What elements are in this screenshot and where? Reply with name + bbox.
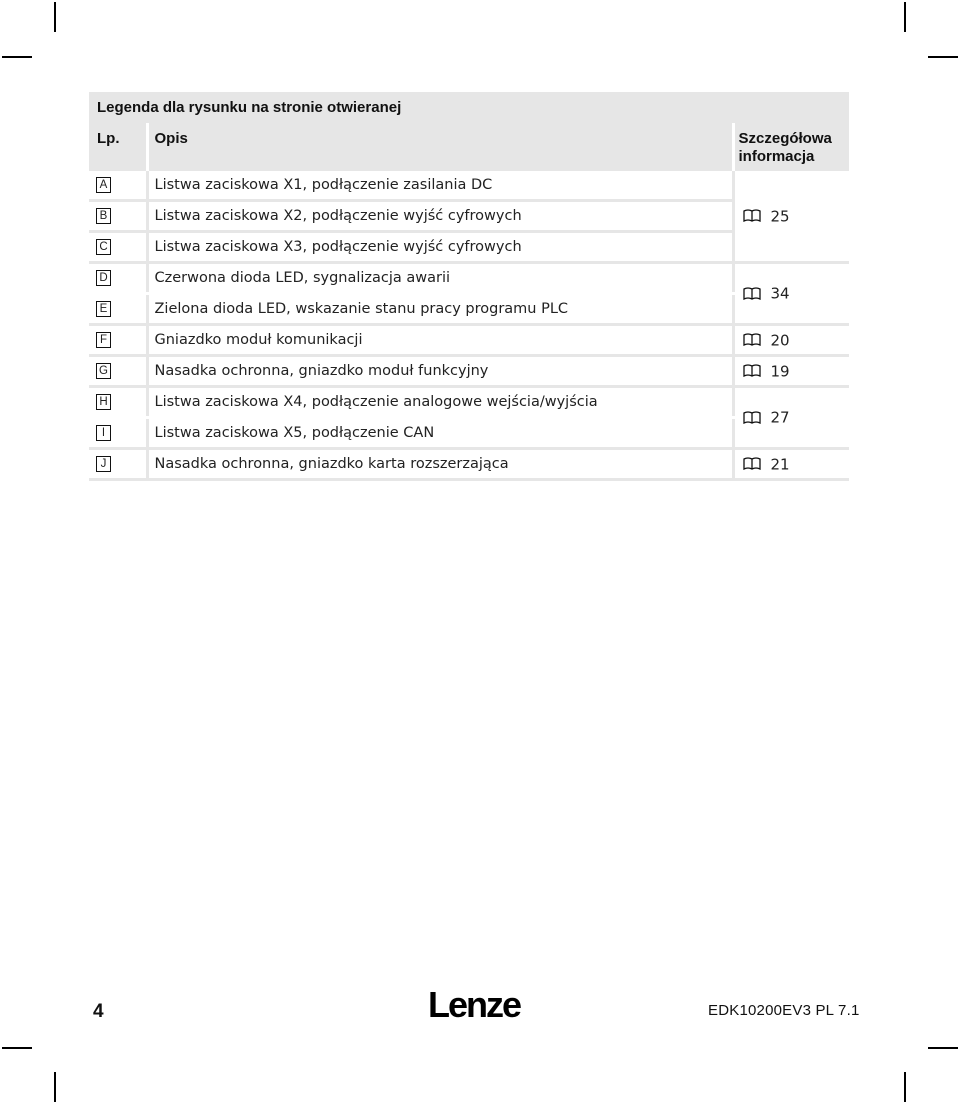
legend-title: Legenda dla rysunku na stronie otwieranej: [89, 92, 849, 123]
row-description: Czerwona dioda LED, sygnalizacja awarii: [147, 263, 733, 294]
row-description: Listwa zaciskowa X4, podłączenie analogowe wejścia/wyjścia: [147, 387, 733, 418]
row-description: Listwa zaciskowa X2, podłączenie wyjść cyfrowych: [147, 201, 733, 232]
legend-table: [89, 123, 849, 481]
key-label: B: [96, 208, 111, 224]
crop-mark: [928, 56, 958, 58]
key-label: H: [96, 394, 111, 410]
key-label: I: [96, 425, 111, 441]
book-icon: [743, 364, 761, 378]
book-icon: [743, 209, 761, 223]
header-lp: Lp.: [89, 123, 147, 171]
row-description: Gniazdko moduł komunikacji: [147, 325, 733, 356]
key-label: F: [96, 332, 111, 348]
header-info: Szczegółowa informacja: [733, 123, 849, 171]
legend-row: [89, 449, 849, 480]
page-reference: 21: [770, 455, 790, 474]
row-reference: [733, 387, 849, 449]
row-description: Listwa zaciskowa X5, podłączenie CAN: [147, 418, 733, 449]
key-label: E: [96, 301, 111, 317]
key-label: J: [96, 456, 111, 472]
crop-mark: [904, 2, 906, 32]
crop-mark: [54, 1072, 56, 1102]
book-icon: [743, 333, 761, 347]
row-reference: [733, 325, 849, 356]
key-label: C: [96, 239, 111, 255]
legend-row: [89, 171, 849, 201]
book-icon: [743, 411, 761, 425]
book-icon: [743, 457, 761, 471]
row-description: Zielona dioda LED, wskazanie stanu pracy programu PLC: [147, 294, 733, 325]
legend-header-row: [89, 123, 849, 171]
row-reference: [733, 263, 849, 325]
row-reference: [733, 171, 849, 263]
row-reference: [733, 449, 849, 480]
page-number: 4: [93, 1001, 104, 1022]
crop-mark: [928, 1047, 958, 1049]
legend-row: [89, 387, 849, 418]
page-reference: 19: [770, 362, 790, 381]
legend-row: [89, 263, 849, 294]
key-label: A: [96, 177, 111, 193]
crop-mark: [54, 2, 56, 32]
row-description: Nasadka ochronna, gniazdko karta rozszerzająca: [147, 449, 733, 480]
lenze-logo: Lenze: [428, 984, 521, 1025]
crop-mark: [904, 1072, 906, 1102]
row-reference: [733, 356, 849, 387]
row-description: Nasadka ochronna, gniazdko moduł funkcyjny: [147, 356, 733, 387]
page-reference: 34: [770, 284, 790, 303]
crop-mark: [2, 1047, 32, 1049]
legend-row: [89, 325, 849, 356]
crop-mark: [2, 56, 32, 58]
key-label: G: [96, 363, 111, 379]
legend-row: [89, 356, 849, 387]
page-reference: 25: [770, 207, 790, 226]
key-label: D: [96, 270, 111, 286]
row-description: Listwa zaciskowa X3, podłączenie wyjść cyfrowych: [147, 232, 733, 263]
page-reference: 20: [770, 331, 790, 350]
header-opis: Opis: [147, 123, 733, 171]
document-code: EDK10200EV3 PL 7.1: [708, 1002, 860, 1019]
page-reference: 27: [770, 408, 790, 427]
row-description: Listwa zaciskowa X1, podłączenie zasilania DC: [147, 171, 733, 201]
book-icon: [743, 287, 761, 301]
